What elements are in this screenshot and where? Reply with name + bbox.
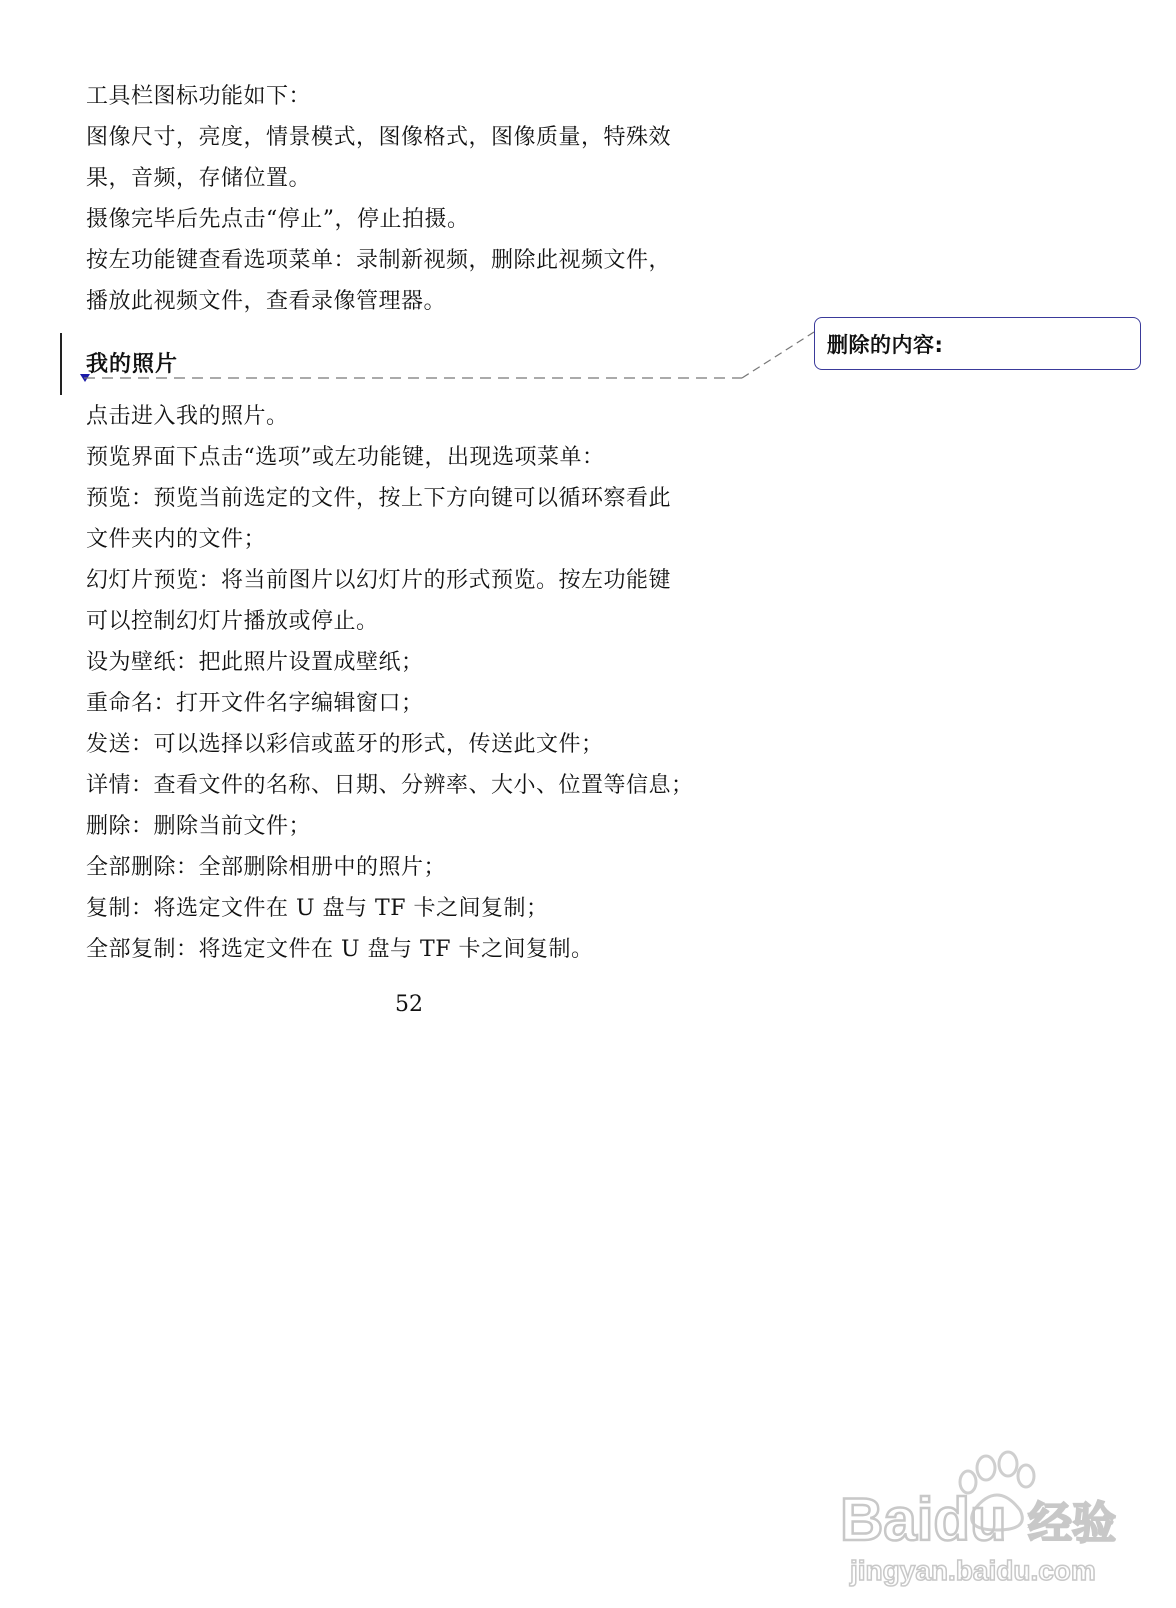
- list-item: [86, 566, 671, 596]
- intro-bold: 我的照片: [176, 404, 267, 429]
- body-line: 按左功能键查看选项菜单：录制新视频，删除此视频文件，: [86, 248, 672, 273]
- list-item: [86, 894, 548, 924]
- body-line: 播放此视频文件，查看录像管理器。: [86, 289, 447, 314]
- item-text: 可以选择以彩信或蓝牙的形式，传送此文件；: [153, 732, 604, 757]
- watermark-url: jingyan.baidu.com: [850, 1555, 1096, 1586]
- intro-line: [86, 402, 289, 432]
- list-item: [86, 689, 424, 719]
- item-term: 详情：: [86, 773, 154, 798]
- item-term: 复制：: [86, 896, 154, 921]
- list-item: [86, 648, 424, 678]
- item-term: 重命名：: [86, 691, 177, 716]
- page-number: 52: [395, 992, 423, 1017]
- item-text: 查看文件的名称、日期、分辨率、大小、位置等信息；: [153, 773, 694, 798]
- item-term: 全部删除：: [86, 855, 199, 880]
- item-term: 设为壁纸：: [86, 650, 199, 675]
- list-item: [86, 812, 311, 842]
- change-bar: [60, 333, 62, 395]
- comment-label: 删除的内容:: [827, 333, 944, 357]
- deleted-content-comment[interactable]: [814, 317, 1141, 370]
- list-item: [86, 853, 446, 883]
- watermark-brand-cn: 经验: [1028, 1498, 1116, 1549]
- options-line: 预览界面下点击“选项”或左功能键，出现选项菜单：: [86, 445, 605, 470]
- item-term: 幻灯片预览：: [86, 568, 222, 593]
- list-item: [86, 484, 671, 514]
- item-text: 删除当前文件；: [153, 814, 312, 839]
- list-item: [86, 771, 694, 801]
- intro-prefix: 点击进入: [86, 404, 177, 429]
- body-line: 摄像完毕后先点击“停止”，停止拍摄。: [86, 207, 470, 232]
- list-item: [86, 525, 266, 555]
- body-line: 果，音频，存储位置。: [86, 166, 312, 191]
- item-term: 删除：: [86, 814, 154, 839]
- body-line: 工具栏图标功能如下：: [86, 84, 312, 109]
- item-text: 将选定文件在 U 盘与 TF 卡之间复制；: [153, 896, 549, 921]
- item-term: 发送：: [86, 732, 154, 757]
- item-text: 将当前图片以幻灯片的形式预览。按左功能键: [221, 568, 672, 593]
- list-item: [86, 730, 604, 760]
- intro-suffix: 。: [266, 404, 289, 429]
- item-term: 全部复制：: [86, 937, 199, 962]
- item-text: 把此照片设置成壁纸；: [198, 650, 424, 675]
- watermark-brand: Baidu: [840, 1486, 1007, 1553]
- item-text: 可以控制幻灯片播放或停止。: [86, 609, 379, 634]
- item-text: 打开文件名字编辑窗口；: [176, 691, 424, 716]
- item-text: 全部删除相册中的照片；: [198, 855, 447, 880]
- item-term: 预览：: [86, 486, 154, 511]
- body-line: 图像尺寸，亮度，情景模式，图像格式，图像质量，特殊效: [86, 125, 672, 150]
- section-heading: 我的照片: [86, 352, 179, 377]
- item-text: 预览当前选定的文件，按上下方向键可以循环察看此: [153, 486, 672, 511]
- item-text: 将选定文件在 U 盘与 TF 卡之间复制。: [198, 937, 594, 962]
- item-text: 文件夹内的文件；: [86, 527, 267, 552]
- list-item: [86, 935, 593, 965]
- baidu-watermark-logo: [840, 1440, 1150, 1590]
- list-item: [86, 607, 379, 637]
